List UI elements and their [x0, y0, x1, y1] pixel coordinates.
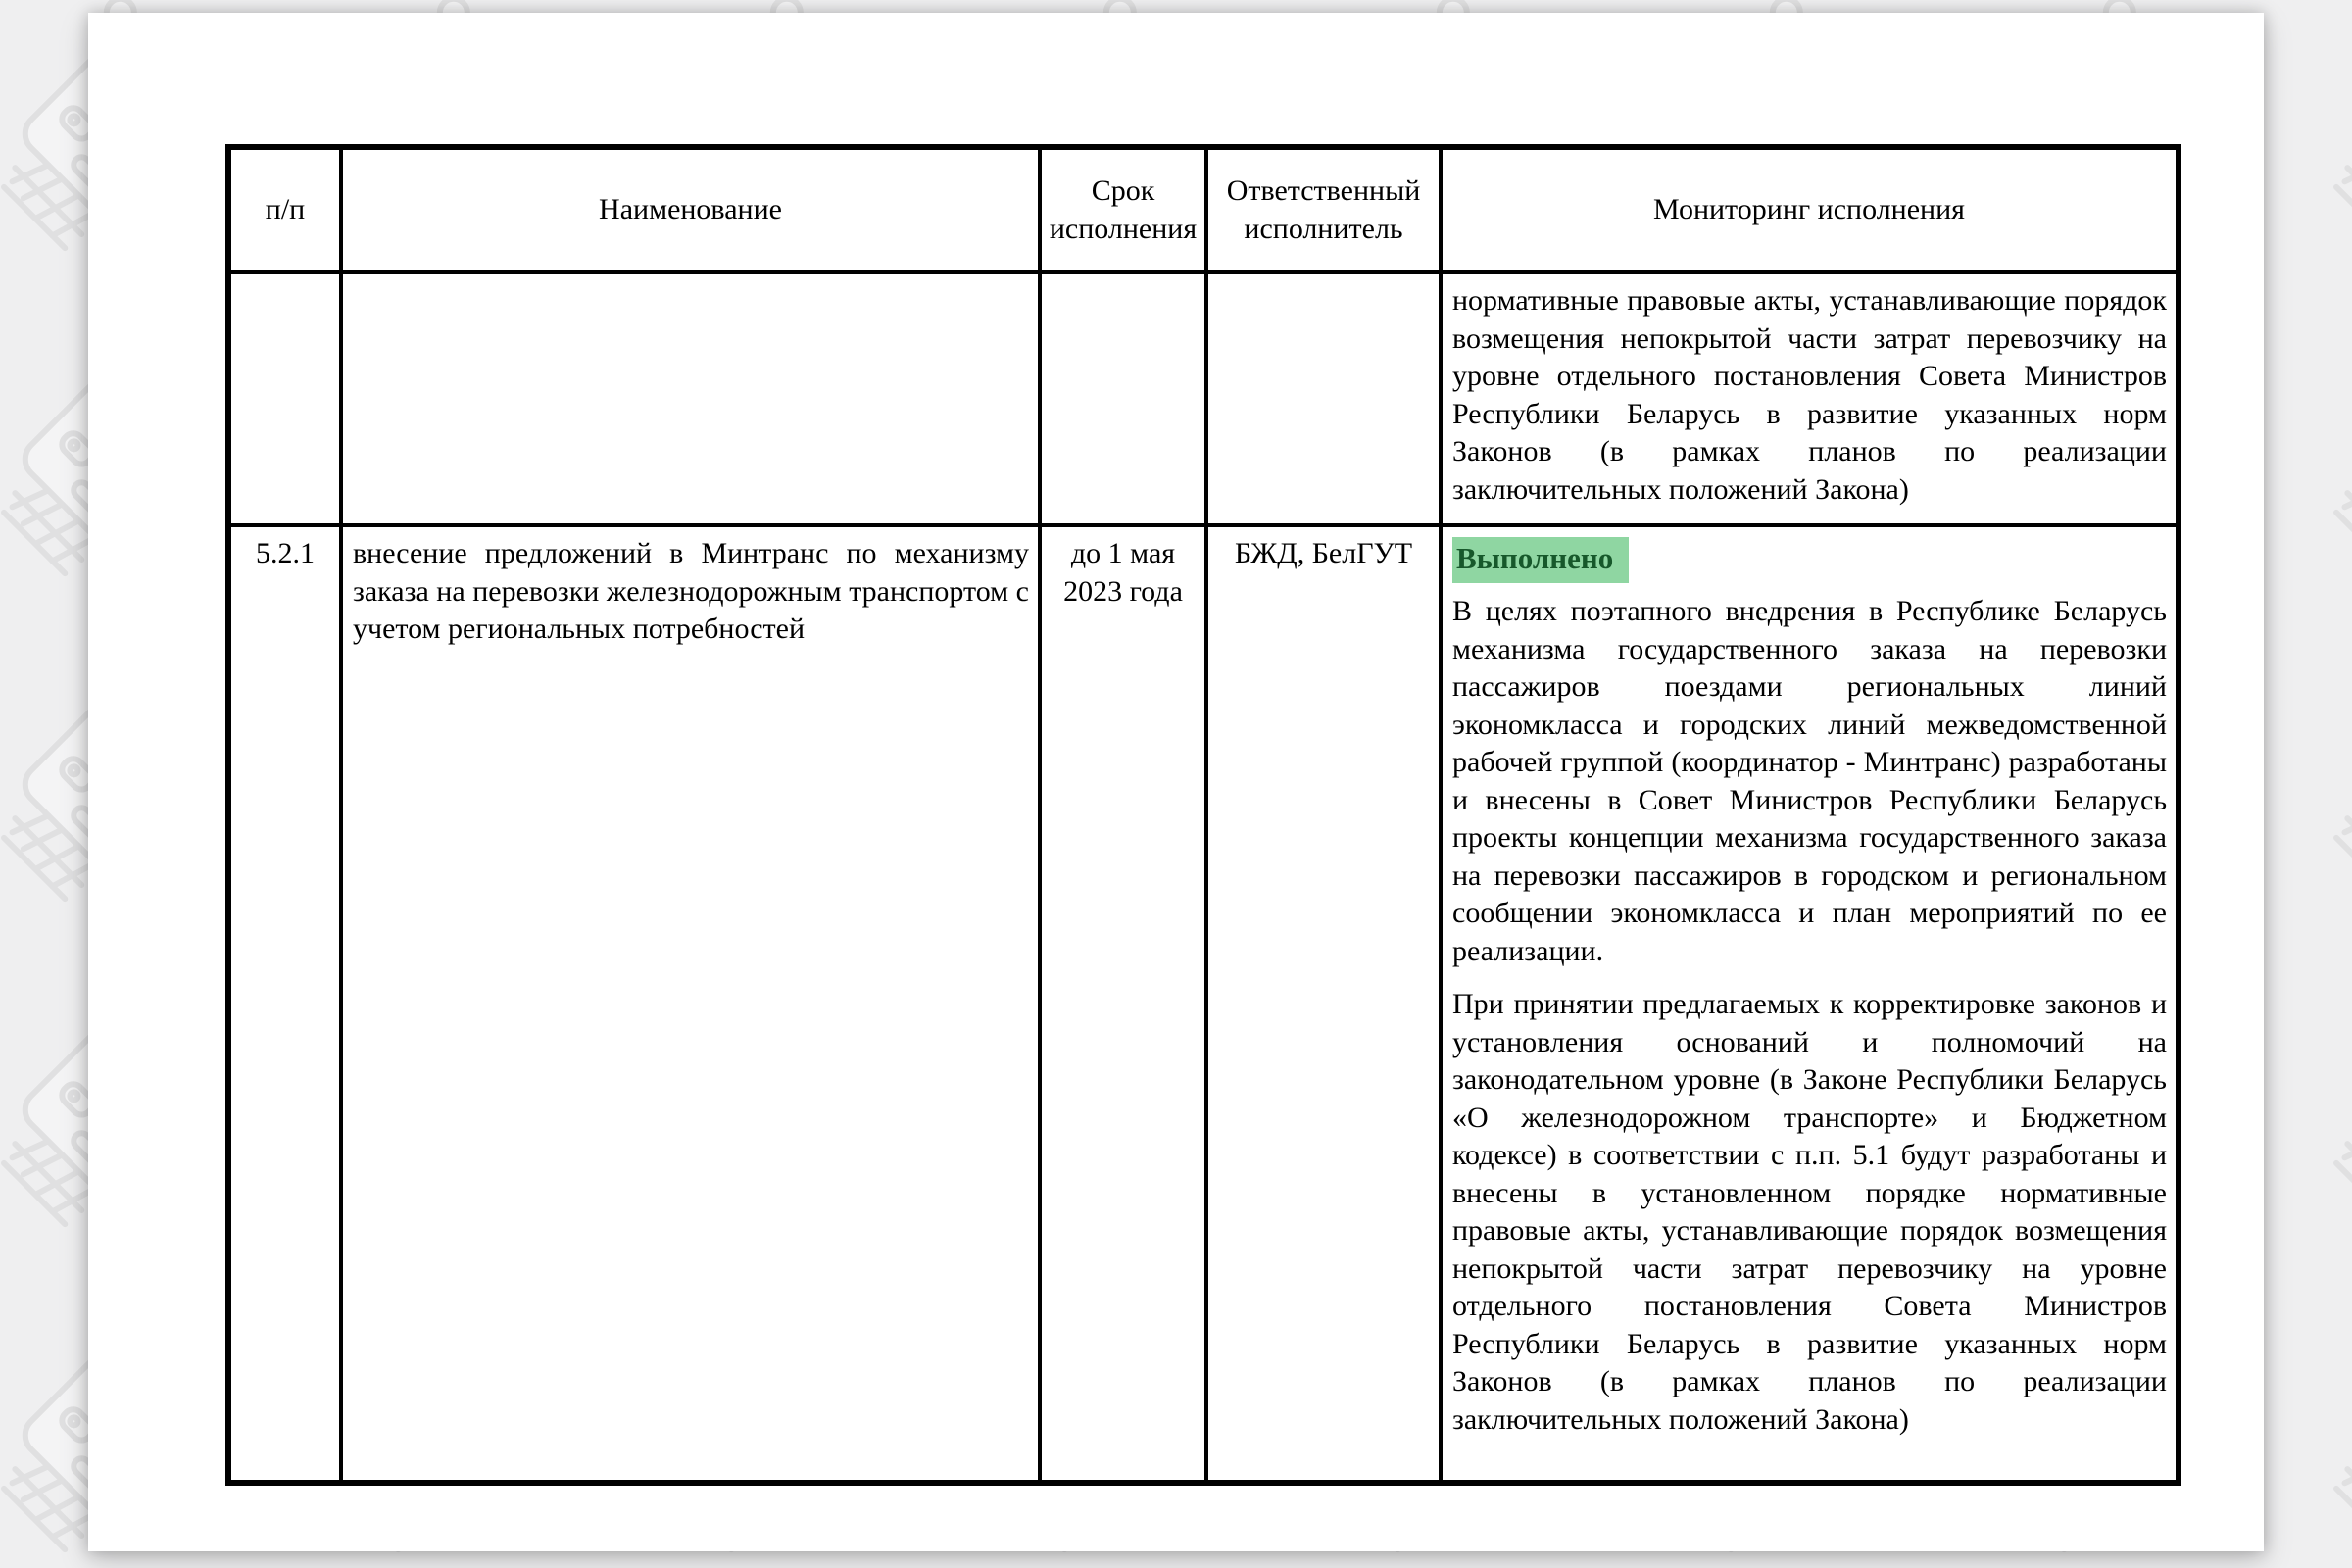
column-header-num: п/п [228, 147, 341, 272]
column-header-executor: Ответственный исполнитель [1206, 147, 1441, 272]
column-header-name: Наименование [341, 147, 1040, 272]
monitoring-paragraph: При принятии предлагаемых к корректировке законов и установления оснований и полномочий на законодательном уровне (в Законе Республики Беларусь «О железнодорожном транспорте» и Бюджетном кодексе) в соответствии с п.п. 5.1 будут разработаны и внесены в установленном порядке нормативные правовые акты, устанавливающие порядок возмещения непокрытой части затрат перевозчику на уровне отдельного постановления Совета Министров Республики Беларусь в развитие указанных норм Законов (в рамках планов по реализации заключительных положений Закона) [1452, 988, 2167, 1436]
monitoring-table [225, 144, 2181, 1486]
cell-monitoring [1441, 525, 2179, 1483]
cell-num [228, 272, 341, 525]
table-row-5-2-1 [228, 525, 2179, 1483]
column-header-monitoring: Мониторинг исполнения [1441, 147, 2179, 272]
cell-executor [1206, 272, 1441, 525]
document-page [88, 13, 2264, 1551]
column-header-deadline: Срок исполнения [1040, 147, 1206, 272]
cell-deadline: до 1 мая 2023 года [1040, 525, 1206, 1483]
status-badge: Выполнено [1452, 537, 1629, 583]
table-row-continuation [228, 272, 2179, 525]
monitoring-paragraph: нормативные правовые акты, устанавливающие порядок возмещения непокрытой части затрат перевозчику на уровне отдельного постановления Совета Министров Республики Беларусь в развитие указанных норм Законов (в рамках планов по реализации заключительных положений Закона) [1452, 284, 2167, 506]
cell-name: внесение предложений в Минтранс по механизму заказа на перевозки железнодорожным транспортом с учетом региональных потребностей [341, 525, 1040, 1483]
cell-num: 5.2.1 [228, 525, 341, 1483]
cell-monitoring [1441, 272, 2179, 525]
cell-deadline [1040, 272, 1206, 525]
table-header-row [228, 147, 2179, 272]
monitoring-paragraph: В целях поэтапного внедрения в Республике Беларусь механизма государственного заказа на перевозки пассажиров поездами региональных линий экономкласса и городских линий межведомственной рабочей группой (координатор - Минтранс) разработаны и внесены в Совет Министров Республики Беларусь проекты концепции механизма государственного заказа на перевозки пассажиров в городском и региональном сообщении экономкласса и план мероприятий по ее реализации. [1452, 595, 2167, 967]
cell-executor: БЖД, БелГУТ [1206, 525, 1441, 1483]
cell-name [341, 272, 1040, 525]
